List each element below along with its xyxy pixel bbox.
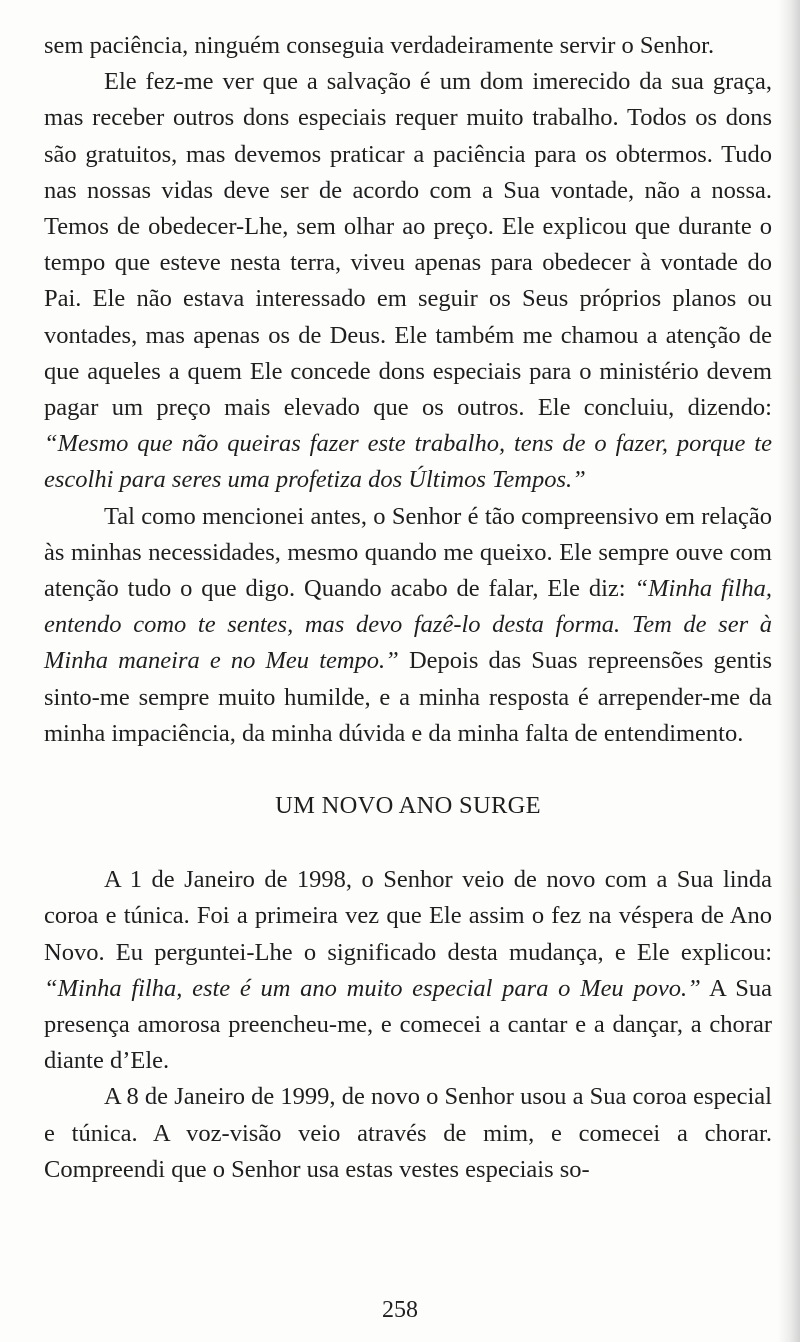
section-after-heading bbox=[44, 862, 772, 1188]
text-run: Depois das Suas repreensões gentis sinto-me sempre muito humilde, e a minha resposta é arrepender-me da minha impaciência, da minha dúvida e da minha falta de entendimento. bbox=[44, 647, 772, 747]
page-edge-shadow bbox=[778, 0, 800, 1342]
page-number: 258 bbox=[382, 1297, 418, 1323]
paragraph bbox=[44, 862, 772, 1079]
text-run: Ele fez-me ver que a salvação é um dom imerecido da sua graça, mas receber outros dons especiais requer muito trabalho. Todos os dons são gratuitos, mas devemos praticar a paciência para os obtermos. Tudo nas nossas vidas deve ser de acordo com a Sua vontade, não a nossa. Temos de obedecer-Lhe, sem olhar ao preço. Ele explicou que durante o tempo que esteve nesta terra, viveu apenas para obedecer à vontade do Pai. Ele não estava interessado em seguir os Seus próprios planos ou vontades, mas apenas os de Deus. Ele também me chamou a atenção de que aqueles a quem Ele concede dons especiais para o ministério devem pagar um preço mais elevado que os outros. Ele concluiu, dizendo: bbox=[44, 68, 772, 422]
text-run: A 8 de Janeiro de 1999, de novo o Senhor usou a Sua coroa especial e túnica. A voz-visão veio através de mim, e comecei a chorar. Compreendi que o Senhor usa estas vestes especiais so- bbox=[44, 1083, 772, 1183]
paragraph bbox=[44, 64, 772, 498]
quoted-speech: “Minha filha, entendo como te sentes, mas devo fazê-lo desta forma. Tem de ser à Minha maneira e no Meu tempo.” bbox=[44, 575, 772, 675]
text-run: Tal como mencionei antes, o Senhor é tão compreensivo em relação às minhas necessidades, mesmo quando me queixo. Ele sempre ouve com atenção tudo o que digo. Quando acabo de falar, Ele diz: bbox=[44, 502, 772, 603]
page-body bbox=[44, 28, 772, 1188]
paragraph bbox=[44, 499, 772, 752]
text-run: sem paciência, ninguém conseguia verdadeiramente servir o Senhor. bbox=[44, 32, 715, 59]
paragraph bbox=[44, 1079, 772, 1188]
quoted-speech: “Minha filha, este é um ano muito especial para o Meu povo.” bbox=[44, 974, 701, 1002]
paragraph bbox=[44, 28, 772, 64]
quoted-speech: “Mesmo que não queiras fazer este trabalho, tens de o fazer, porque te escolhi para seres uma profetiza dos Últimos Tempos.” bbox=[44, 430, 772, 494]
text-run: A 1 de Janeiro de 1998, o Senhor veio de novo com a Sua linda coroa e túnica. Foi a primeira vez que Ele assim o fez na véspera de Ano Novo. Eu perguntei-Lhe o significado desta mudança, e Ele explicou: bbox=[44, 866, 772, 966]
section-heading: UM NOVO ANO SURGE bbox=[275, 792, 541, 820]
text-run: A Sua presença amorosa preencheu-me, e comecei a cantar e a dançar, a chorar diante d’Ele. bbox=[44, 974, 772, 1075]
section-before-heading bbox=[44, 28, 772, 752]
